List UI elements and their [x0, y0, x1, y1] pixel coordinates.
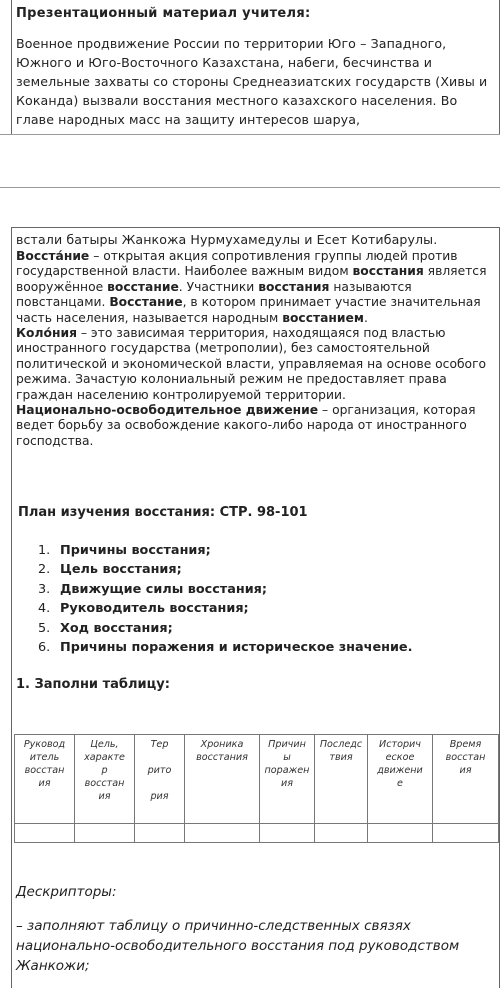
- descriptors-text: – заполняют таблицу о причинно-следственных связях национально-освободительного восстания под руководством Жанкожи;: [16, 918, 460, 974]
- list-item: 4. Руководитель восстания;: [38, 601, 249, 617]
- table-cell[interactable]: [75, 824, 135, 843]
- column-header: Хроника восстания: [185, 735, 260, 824]
- table-cell[interactable]: [368, 824, 433, 843]
- list-item: 5. Ход восстания;: [38, 620, 173, 636]
- column-header: Время восстан ия: [433, 735, 499, 824]
- separator-line: [0, 134, 500, 135]
- table-cell[interactable]: [433, 824, 499, 843]
- continuation-line: встали батыры Жанкожа Нурмухамедулы и Есет Котибарулы.: [16, 232, 438, 247]
- column-header: Руковод итель восстан ия: [15, 735, 75, 824]
- table-cell[interactable]: [315, 824, 368, 843]
- task-title: 1. Заполни таблицу:: [16, 677, 170, 692]
- separator-line: [0, 187, 500, 188]
- list-item: 6. Причины поражения и историческое значение.: [38, 640, 413, 656]
- table-cell[interactable]: [15, 824, 75, 843]
- table-cell[interactable]: [135, 824, 185, 843]
- column-header: Последс твия: [315, 735, 368, 824]
- list-item: 2. Цель восстания;: [38, 562, 182, 578]
- table-row: [15, 824, 499, 843]
- column-header: Тер рито рия: [135, 735, 185, 824]
- list-item: 3. Движущие силы восстания;: [38, 581, 267, 597]
- table-header-row: [15, 735, 499, 824]
- term-uprising: Восста́ние: [16, 249, 90, 263]
- definition-colony: Коло́ния – это зависимая территория, находящаяся под властью иностранного государства (метрополии), без самостоятельной политической и экономической власти, управляемая на основе особого режима. Зачастую колониальный режим не предоставляет права граждан населению контролируемой территории.: [16, 326, 487, 402]
- plan-list: [38, 541, 412, 657]
- definitions-block: [16, 249, 496, 449]
- table-cell[interactable]: [185, 824, 260, 843]
- descriptors-title: Дескрипторы:: [16, 884, 117, 900]
- table-cell[interactable]: [260, 824, 315, 843]
- term-colony: Коло́ния: [16, 326, 77, 341]
- column-header: Причин ы поражен ия: [260, 735, 315, 824]
- top-heading: Презентационный материал учителя:: [16, 6, 311, 21]
- column-header: Историч еское движени е: [368, 735, 433, 824]
- list-item: 1. Причины восстания;: [38, 543, 211, 558]
- top-paragraph: Военное продвижение России по территории Юго – Западного, Южного и Юго-Восточного Казахстана, набеги, бесчинства и земельные захваты со стороны Среднеазиатских государств (Хивы и Коканда) вызвали восстания местного казахского населения. Во главе народных масс на защиту интересов шаруа,: [16, 36, 488, 127]
- term-liberation-movement: Национально-освободительное движение: [16, 403, 319, 418]
- definition-uprising: Восста́ние – открытая акция сопротивления группы людей против государственной власти. Наиболее важным видом восстания является вооружённое восстание. Участники восстания называются повстанцами. Восстание, в котором принимает участие значительная часть населения, называется народным восстанием.: [16, 249, 487, 325]
- plan-title: План изучения восстания: СТР. 98-101: [18, 505, 308, 520]
- fill-in-table: [14, 734, 499, 843]
- definition-liberation-movement: Национально-освободительное движение – организация, которая ведет борьбу за освобождение какого-либо народа от иностранного господства.: [16, 403, 476, 448]
- column-header: Цель, характе р восстан ия: [75, 735, 135, 824]
